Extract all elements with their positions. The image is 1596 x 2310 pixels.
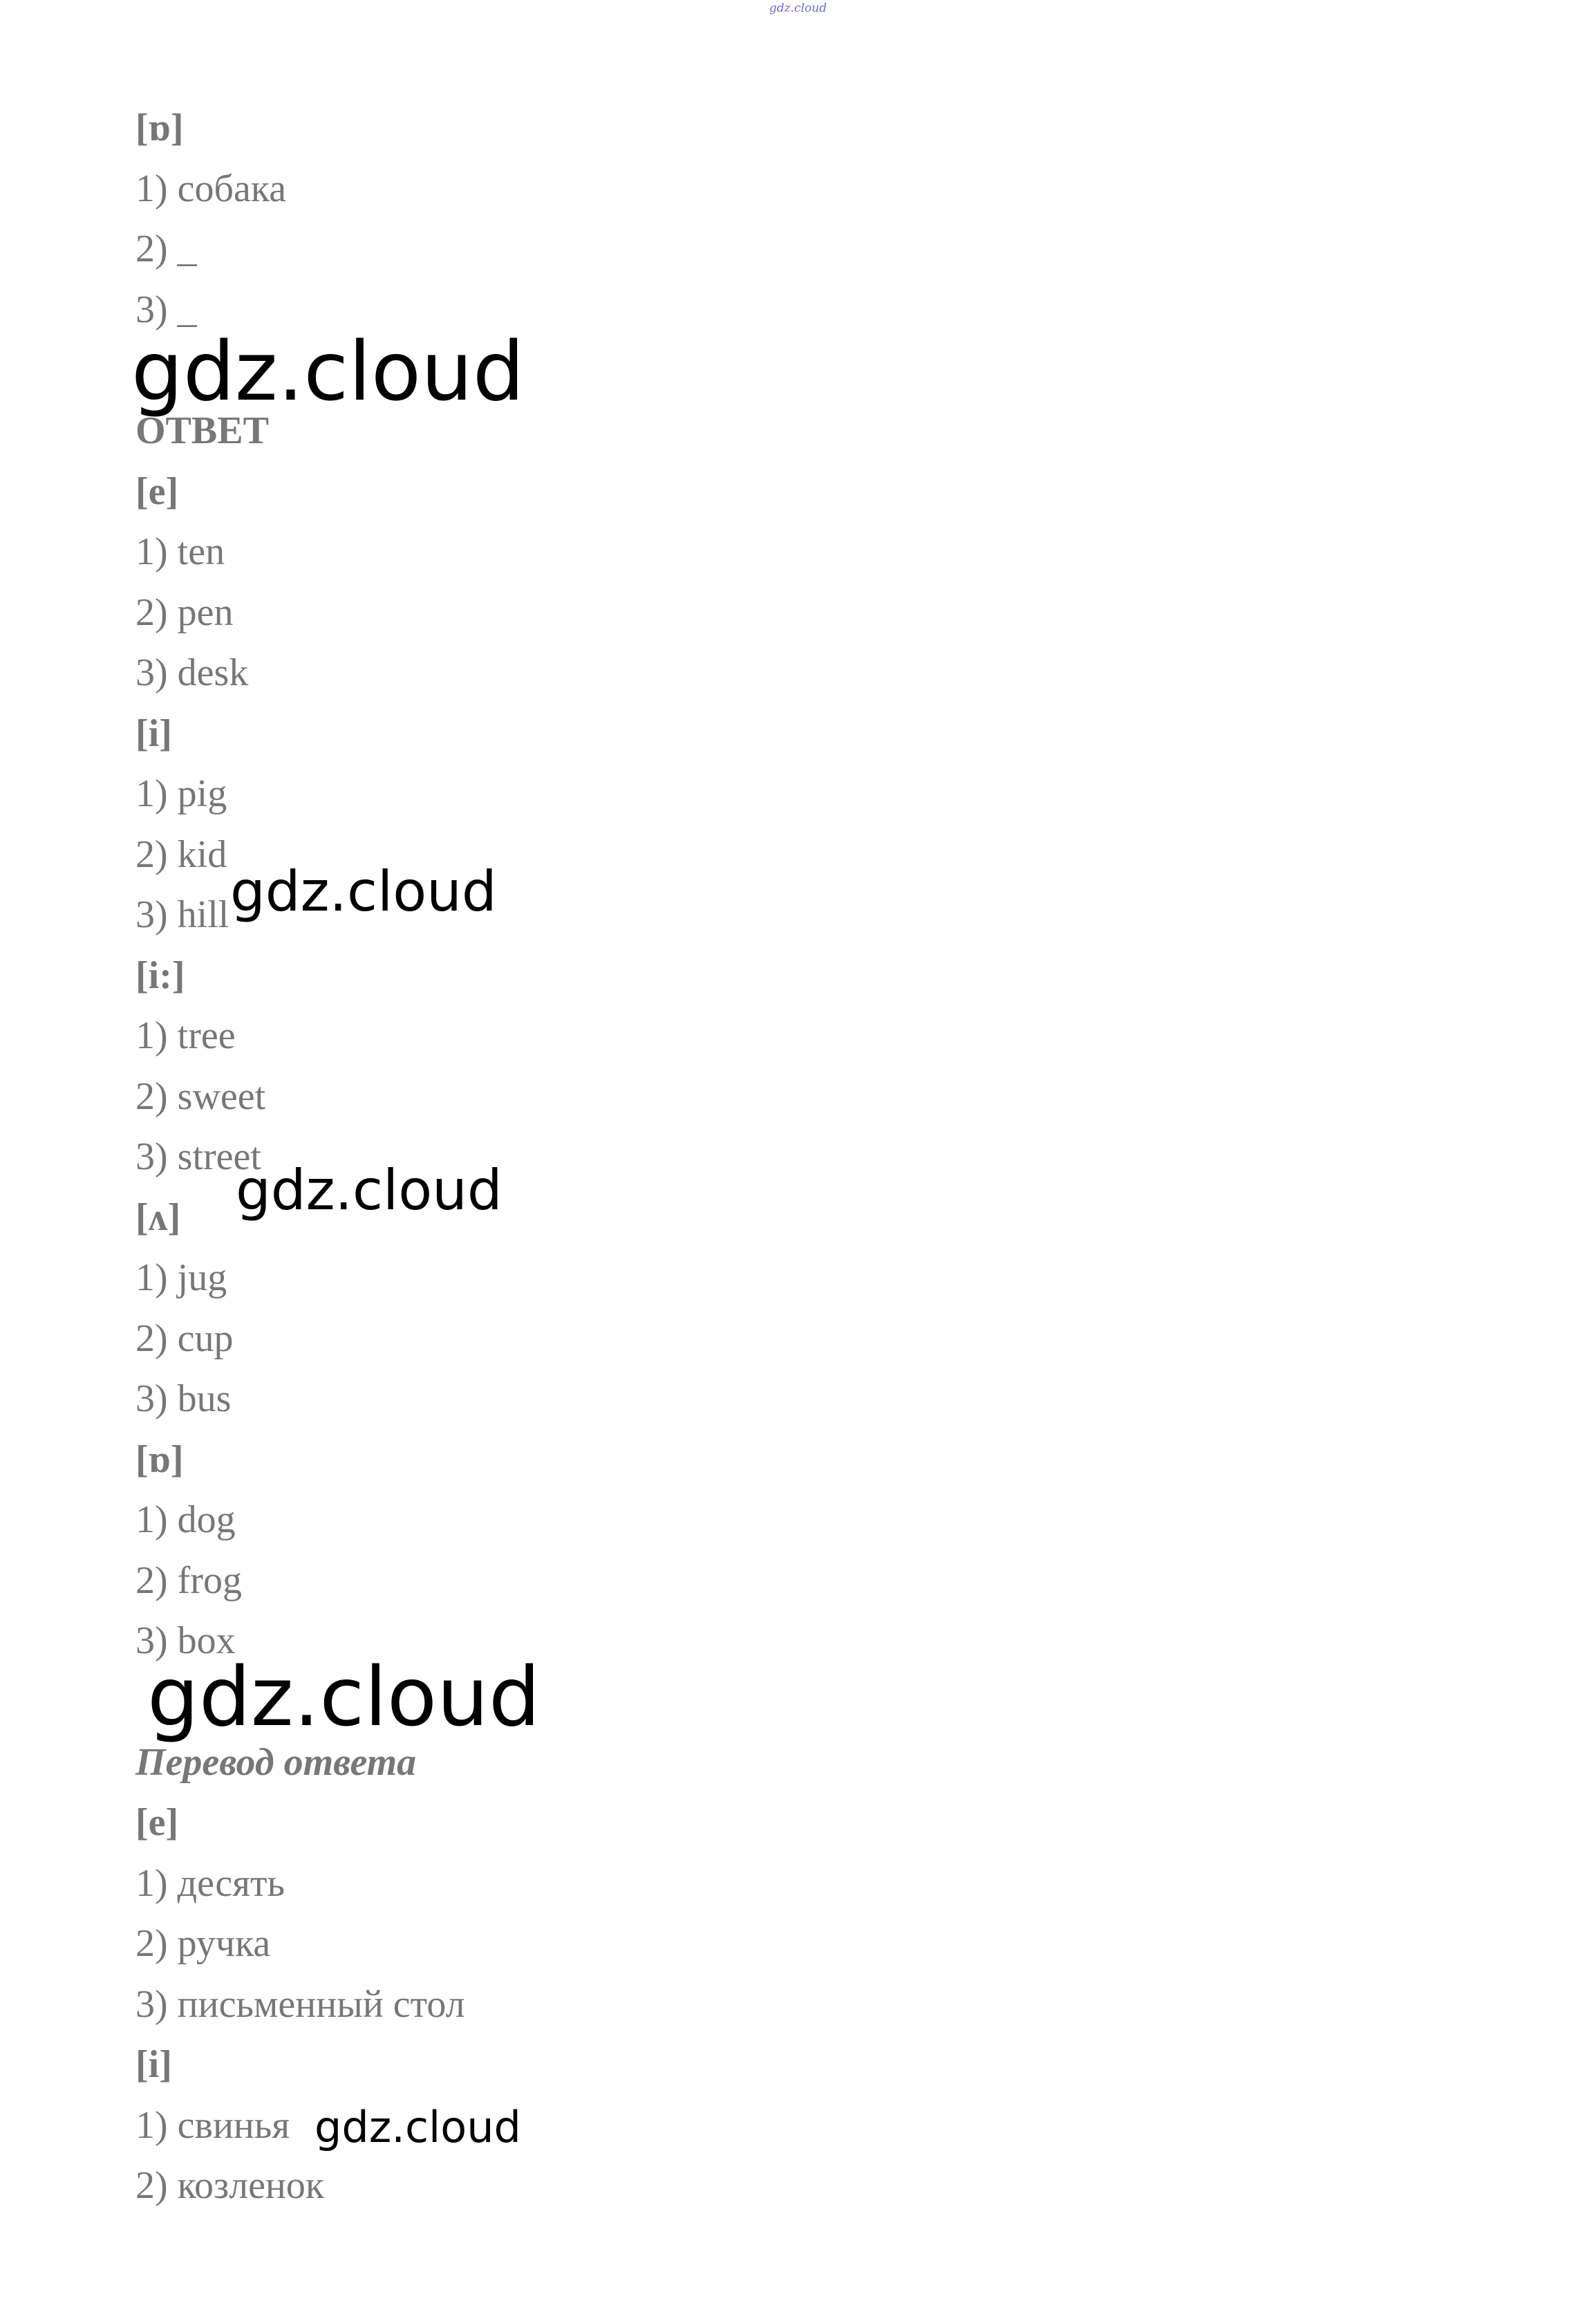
answer-item: 3) desk	[135, 651, 249, 694]
answer-item: 3) box	[135, 1619, 236, 1662]
task-phoneme: [ɒ]	[135, 106, 184, 149]
task-item: 1) собака	[135, 167, 287, 210]
translation-heading: Перевод ответа	[135, 1740, 417, 1784]
answer-item: 2) sweet	[135, 1074, 266, 1118]
header-watermark: gdz.cloud	[769, 1, 827, 15]
watermark-logo: gdz.cloud	[314, 2102, 521, 2152]
answer-item: 2) kid	[135, 832, 227, 876]
translation-phoneme: [e]	[135, 1801, 179, 1844]
translation-item: 1) свинья	[135, 2103, 290, 2147]
task-item: 3) _	[135, 288, 197, 331]
watermark-logo: gdz.cloud	[131, 324, 525, 419]
watermark-logo: gdz.cloud	[230, 859, 497, 924]
task-item: 2) _	[135, 227, 197, 270]
answer-phoneme: [e]	[135, 469, 179, 513]
answer-item: 1) pig	[135, 772, 227, 815]
watermark-logo: gdz.cloud	[147, 1649, 541, 1744]
answer-item: 1) jug	[135, 1256, 227, 1299]
answer-item: 1) dog	[135, 1498, 236, 1541]
answer-item: 1) tree	[135, 1014, 236, 1057]
answer-item: 2) pen	[135, 590, 234, 634]
answer-item: 2) cup	[135, 1316, 234, 1360]
answer-item: 3) hill	[135, 893, 229, 936]
answer-item: 3) street	[135, 1135, 261, 1178]
translation-item: 3) письменный стол	[135, 1982, 465, 2026]
translation-item: 1) десять	[135, 1861, 285, 1905]
translation-item: 2) козленок	[135, 2164, 325, 2207]
answer-item: 2) frog	[135, 1558, 242, 1602]
answer-phoneme: [ɒ]	[135, 1437, 184, 1481]
answer-heading: ОТВЕТ	[135, 409, 269, 452]
answer-item: 1) ten	[135, 530, 225, 573]
answer-phoneme: [i]	[135, 711, 172, 755]
answer-phoneme: [i:]	[135, 953, 185, 997]
watermark-logo: gdz.cloud	[236, 1158, 503, 1222]
answer-phoneme: [ʌ]	[135, 1195, 181, 1239]
translation-phoneme: [i]	[135, 2043, 172, 2086]
translation-item: 2) ручка	[135, 1922, 271, 1965]
answer-item: 3) bus	[135, 1377, 232, 1420]
